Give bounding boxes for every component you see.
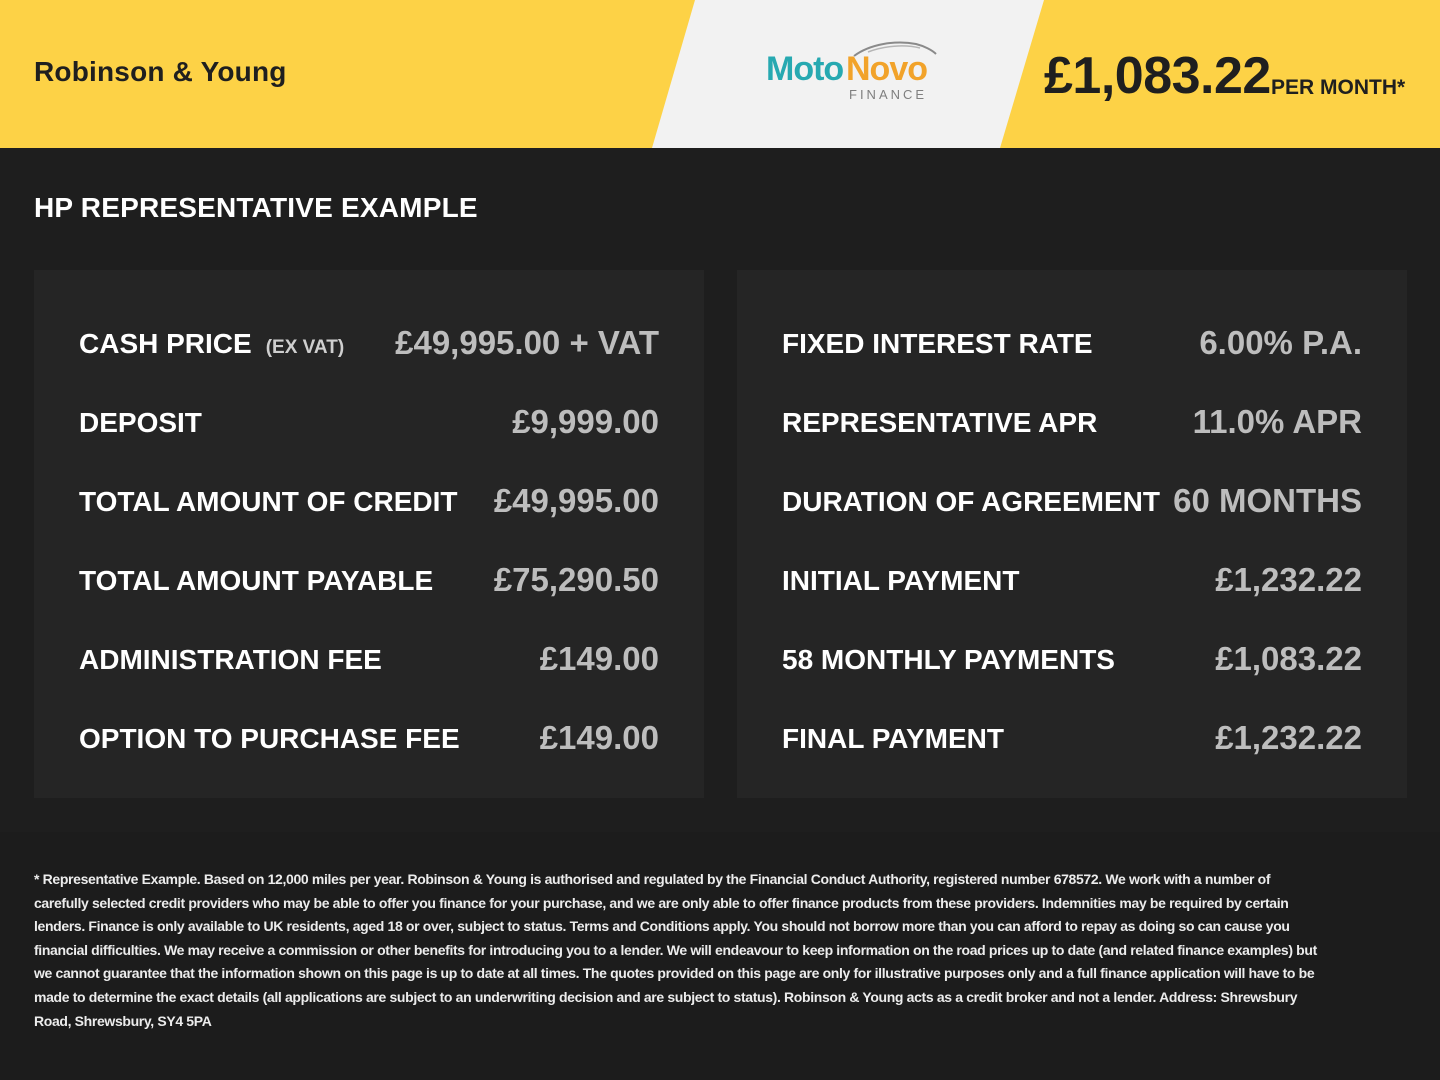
row-label: FINAL PAYMENT xyxy=(782,723,1004,754)
row-option-fee xyxy=(79,719,659,763)
row-total-credit xyxy=(79,482,659,526)
row-value: £9,999.00 xyxy=(512,403,659,440)
row-label: REPRESENTATIVE APR xyxy=(782,407,1098,438)
row-label: DEPOSIT xyxy=(79,407,202,438)
row-cash-price xyxy=(79,324,659,368)
header-banner xyxy=(0,0,1440,148)
disclaimer-text: * Representative Example. Based on 12,000 miles per year. Robinson & Young is authorised and regulated by the Financial Conduct Authority, registered number 678572. We work with a number of carefully selected credit providers who may be able to offer you finance for your purchase, and we are only able to offer finance products from these providers. Indemnities may be required by certain lenders. Finance is only available to UK residents, aged 18 or over, subject to status. Terms and Conditions apply. You should not borrow more than you can afford to repay as doing so can cause you financial difficulties. We may receive a commission or other benefits for introducing you to a lender. We will endeavour to keep information on the road prices up to date (and related finance examples) but we cannot guarantee that the information shown on this page is up to date at all times. The quotes provided on this page are only for illustrative purposes only and a full finance application will have to be made to determine the exact details (all applications are subject to an underwriting decision and are subject to status). Robinson & Young acts as a credit broker and not a lender. Address: Shrewsbury Road, Shrewsbury, SY4 5PA xyxy=(34,871,1317,1029)
row-admin-fee xyxy=(79,640,659,684)
row-duration xyxy=(782,482,1362,526)
section-title: HP REPRESENTATIVE EXAMPLE xyxy=(34,192,478,223)
row-value: £1,083.22 xyxy=(1215,640,1362,677)
row-value: £1,232.22 xyxy=(1215,561,1362,598)
row-value: 11.0% APR xyxy=(1192,403,1362,440)
row-value: 60 MONTHS xyxy=(1173,482,1362,519)
row-sublabel: (EX VAT) xyxy=(265,337,345,358)
dealer-name: Robinson & Young xyxy=(34,56,287,87)
row-label: ADMINISTRATION FEE xyxy=(79,644,382,675)
row-value: £149.00 xyxy=(539,719,659,756)
row-value: £49,995.00 xyxy=(493,482,659,519)
row-label: TOTAL AMOUNT OF CREDIT xyxy=(79,486,458,517)
row-label: INITIAL PAYMENT xyxy=(782,565,1020,596)
logo-moto: Moto xyxy=(766,50,844,88)
row-label: TOTAL AMOUNT PAYABLE xyxy=(79,565,434,596)
logo-finance: FINANCE xyxy=(849,87,928,102)
row-monthly-payments xyxy=(782,640,1362,684)
row-interest-rate xyxy=(782,324,1362,368)
row-apr xyxy=(782,403,1362,447)
row-value: £149.00 xyxy=(539,640,659,677)
row-value: £49,995.00 + VAT xyxy=(395,324,659,361)
per-month-label: PER MONTH* xyxy=(1271,76,1406,99)
logo-novo: Novo xyxy=(846,50,927,88)
row-value: £1,232.22 xyxy=(1215,719,1362,756)
row-final-payment xyxy=(782,719,1362,763)
row-deposit xyxy=(79,403,659,447)
row-initial-payment xyxy=(782,561,1362,605)
row-total-payable xyxy=(79,561,659,605)
monthly-price: £1,083.22 xyxy=(1044,47,1271,105)
footer xyxy=(0,832,1440,1080)
row-value: £75,290.50 xyxy=(493,561,659,598)
finance-panel-right xyxy=(737,270,1407,798)
row-label: DURATION OF AGREEMENT xyxy=(782,486,1160,517)
row-value: 6.00% P.A. xyxy=(1199,324,1362,361)
finance-panel-left xyxy=(34,270,704,798)
motonovo-logo xyxy=(760,38,940,110)
row-label: OPTION TO PURCHASE FEE xyxy=(79,723,460,754)
row-label: FIXED INTEREST RATE xyxy=(782,328,1093,359)
row-label: 58 MONTHLY PAYMENTS xyxy=(782,644,1115,675)
row-label: CASH PRICE xyxy=(79,328,252,359)
